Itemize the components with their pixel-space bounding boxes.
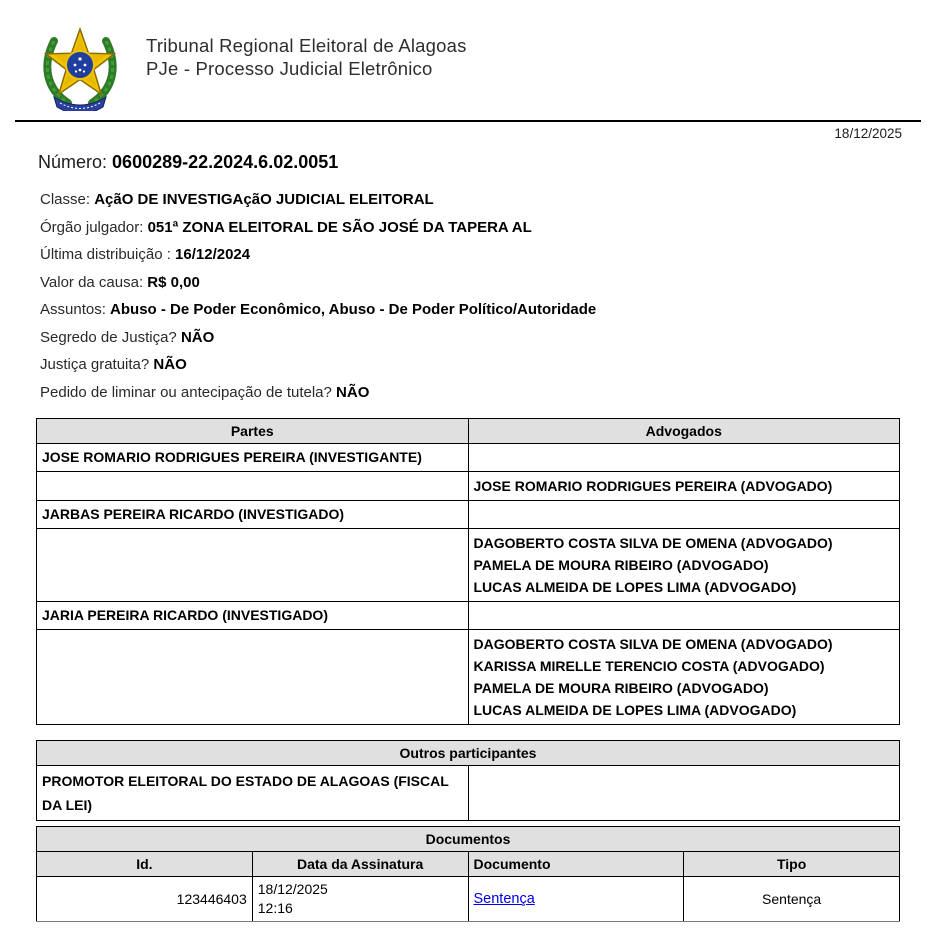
brazil-coat-of-arms-icon [40,25,120,111]
process-metadata [40,186,935,406]
documento-id-cell: 123446403 [37,877,253,922]
parte-cell: JOSE ROMARIO RODRIGUES PEREIRA (INVESTIGANTE) [37,444,469,472]
field-label: Última distribuição : [40,246,176,263]
advogado-name: LUCAS ALMEIDA DE LOPES LIMA (ADVOGADO) [473,579,797,595]
field-label: Segredo de Justiça? [40,328,181,346]
partes-table-row [37,630,900,725]
advogado-name: DAGOBERTO COSTA SILVA DE OMENA (ADVOGADO) [473,636,833,652]
process-number-line [38,152,935,173]
header-divider [15,120,921,122]
documento-cell [468,877,684,922]
org-name: Tribunal Regional Eleitoral de Alagoas [146,35,467,56]
parte-cell: JARIA PEREIRA RICARDO (INVESTIGADO) [37,602,469,630]
documento-data-cell [252,877,468,922]
field-value: Abuso - De Poder Econômico, Abuso - De Poder Político/Autoridade [110,301,597,318]
advogados-cell [468,630,900,725]
field-label: Valor da causa: [40,273,148,291]
process-field-line [40,351,935,379]
field-label: Pedido de liminar ou antecipação de tutela? [40,383,337,401]
field-label: Órgão julgador: [40,218,148,236]
process-field-line [40,214,935,242]
outros-participantes-title: Outros participantes [37,741,900,766]
partes-table-header-row [37,419,900,444]
process-field-line [40,296,935,324]
field-label: Justiça gratuita? [40,356,154,373]
advogado-name: PAMELA DE MOURA RIBEIRO (ADVOGADO) [473,557,769,573]
parte-cell [37,630,469,725]
outros-participantes-table [36,740,900,821]
advogados-cell [468,602,900,630]
documento-link[interactable]: Sentença [473,891,535,907]
advogados-cell [468,444,900,472]
outros-table-header-row [37,741,900,766]
process-field-line [40,186,935,214]
documentos-columns-row [37,852,900,877]
process-field-line [40,379,935,407]
tipo-column-header: Tipo [684,852,900,877]
documento-tipo-cell: Sentença [684,877,900,922]
header-titles [146,35,467,80]
process-field-line [40,241,935,269]
partes-table-row [37,529,900,602]
field-value: NÃO [180,328,215,346]
advogado-name: LUCAS ALMEIDA DE LOPES LIMA (ADVOGADO) [473,702,797,718]
advogados-column-header: Advogados [468,419,900,444]
field-value: 16/12/2024 [175,246,251,263]
advogados-cell [468,501,900,529]
outros-participantes-row [37,766,900,821]
documentos-title: Documentos [37,827,900,852]
partes-table-row [37,472,900,501]
advogado-name: DAGOBERTO COSTA SILVA DE OMENA (ADVOGADO) [473,535,833,551]
field-value: AçãO DE INVESTIGAçãO JUDICIAL ELEITORAL [94,191,434,208]
process-field-line [40,269,935,297]
advogado-name: PAMELA DE MOURA RIBEIRO (ADVOGADO) [473,680,769,696]
advogados-cell [468,472,900,501]
partes-table-row [37,602,900,630]
advogados-cell [468,529,900,602]
field-label: Classe: [40,191,95,208]
system-name: PJe - Processo Judicial Eletrônico [146,57,433,79]
partes-column-header: Partes [37,419,469,444]
partes-table-row [37,501,900,529]
field-value: NÃO [336,383,370,401]
documento-row [37,877,900,922]
document-header [0,0,935,112]
field-value: 051ª ZONA ELEITORAL DE SÃO JOSÉ DA TAPERA AL [147,218,532,236]
process-field-line [40,324,935,352]
advogado-name: JOSE ROMARIO RODRIGUES PEREIRA (ADVOGADO) [473,478,833,494]
process-number-label: Número: [38,152,108,172]
parte-cell [37,472,469,501]
participante-advogados-cell [468,766,900,821]
documentos-table [36,826,900,922]
documento-data-text: 18/12/2025 12:16 [257,881,328,916]
documentos-title-row [37,827,900,852]
process-number-value: 0600289-22.2024.6.02.0051 [112,152,339,172]
documento-column-header: Documento [468,852,684,877]
parte-cell [37,529,469,602]
participante-cell: PROMOTOR ELEITORAL DO ESTADO DE ALAGOAS (FISCAL DA LEI) [37,766,469,821]
field-label: Assuntos: [40,301,111,318]
field-value: NÃO [153,356,187,373]
partes-advogados-table [36,418,900,725]
id-column-header: Id. [37,852,253,877]
data-assinatura-column-header: Data da Assinatura [252,852,468,877]
field-value: R$ 0,00 [147,273,200,291]
report-date: 18/12/2025 [834,126,902,141]
partes-table-row [37,444,900,472]
parte-cell: JARBAS PEREIRA RICARDO (INVESTIGADO) [37,501,469,529]
advogado-name: KARISSA MIRELLE TERENCIO COSTA (ADVOGADO) [473,658,825,674]
